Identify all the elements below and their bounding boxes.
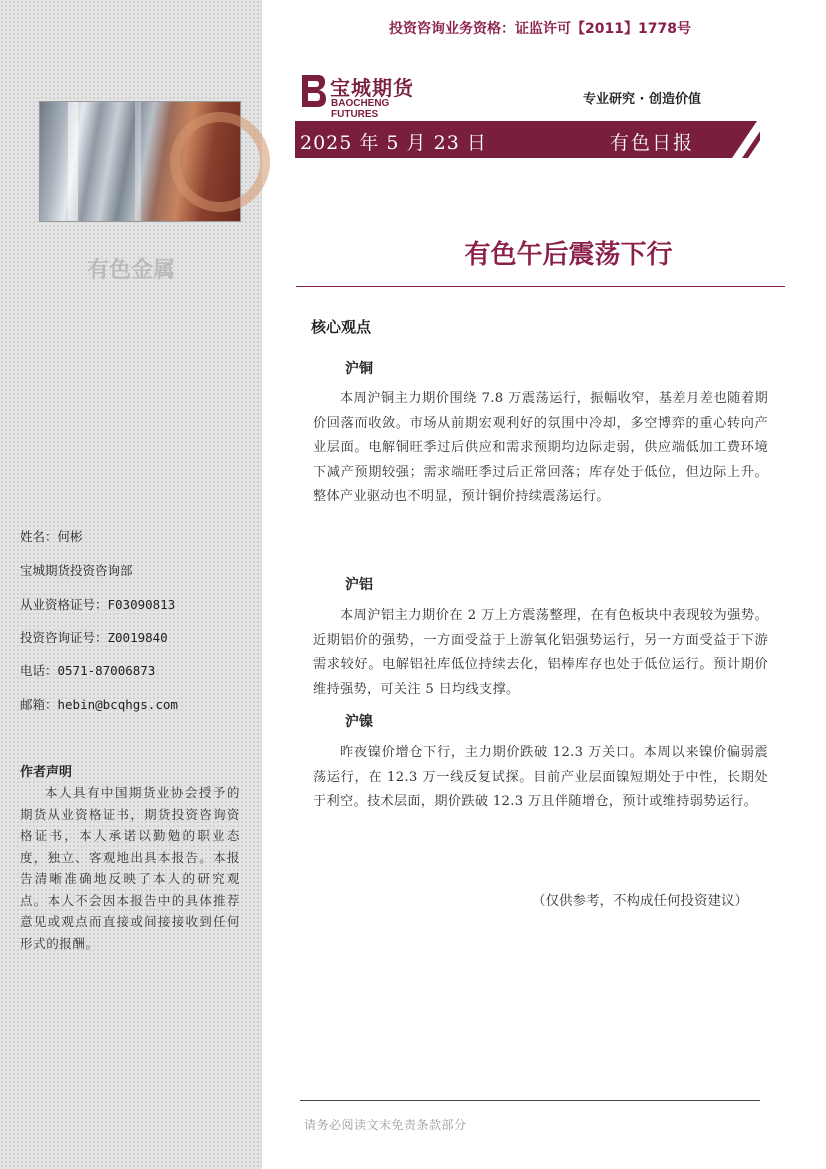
metal-paragraph-copper: 本周沪铜主力期价围绕 7.8 万震荡运行，振幅收窄，基差月差也随着期价回落而收敛。市场从前期宏观利好的氛围中冷却，多空博弈的重心转向产业层面。电解铜旺季过后供应和需求预期均边际走弱，供应端低加工费环境下减产预期较强；需求端旺季过后正常回落；库存处于低位，但边际上升。整体产业驱动也不明显，预计铜价持续震荡运行。 (313, 391, 768, 505)
analyst-phone: 电话：0571-87006873 (20, 663, 156, 678)
sidebar (0, 0, 262, 1169)
headline-divider (296, 286, 785, 287)
analyst-advisory-id: 投资咨询证号：Z0019840 (20, 630, 168, 645)
metal-photo (39, 101, 241, 222)
section-title: 核心观点 (311, 318, 372, 336)
sector-label: 有色金属 (86, 258, 175, 283)
logo-english-name: BAOCHENG FUTURES (331, 98, 390, 120)
photo-highlight (135, 102, 141, 221)
disclaimer: （仅供参考，不构成任何投资建议） (532, 893, 748, 909)
metal-paragraph-aluminum: 本周沪铝主力期价在 2 万上方震荡整理，在有色板块中表现较为强势。近期铝价的强势，一方面受益于上游氧化铝强势运行，另一方面受益于下游需求较好。电解铝社库低位持续去化，铝棒库存也处于低位运行。预计期价维持强势，可关注 5 日均线支撑。 (313, 608, 768, 697)
copper-coil-shape (170, 112, 270, 212)
logo-mark-icon (298, 72, 328, 110)
analyst-department: 宝城期货投资咨询部 (20, 563, 133, 578)
metal-title-nickel: 沪镍 (345, 714, 373, 730)
report-date: 2025 年 5 月 23 日 (300, 132, 487, 154)
license-line: 投资咨询业务资格：证监许可【2011】1778号 (389, 21, 691, 37)
analyst-name: 姓名：何彬 (20, 529, 83, 544)
metal-paragraph-nickel: 昨夜镍价增仓下行，主力期价跌破 12.3 万关口。本周以来镍价偏弱震荡运行，在 12.3 万一线反复试探。目前产业层面镍短期处于中性，长期处于利空。技术层面，期价跌破 12.3 万且伴随增仓，预计或维持弱势运行。 (313, 745, 768, 810)
footer-divider (300, 1100, 760, 1101)
metal-title-copper: 沪铜 (345, 361, 373, 377)
report-type: 有色日报 (610, 132, 695, 154)
footer-note: 请务必阅读文末免责条款部分 (304, 1118, 467, 1132)
declaration-title: 作者声明 (20, 765, 73, 780)
analyst-email: 邮箱：hebin@bcqhgs.com (20, 697, 178, 712)
company-logo (298, 72, 438, 120)
logo-chinese-name: 宝城期货 (330, 76, 414, 100)
metal-title-aluminum: 沪铝 (345, 577, 373, 593)
photo-highlight (68, 102, 78, 221)
report-headline: 有色午后震荡下行 (464, 240, 673, 270)
analyst-qualification: 从业资格证号：F03090813 (20, 597, 176, 612)
declaration-body: 本人具有中国期货业协会授予的期货从业资格证书，期货投资咨询资格证书，本人承诺以勤勉的职业态度，独立、客观地出具本报告。本报告清晰准确地反映了本人的研究观点。本人不会因本报告中的具体推荐意见或观点而直接或间接接收到任何形式的报酬。 (20, 785, 240, 951)
slogan: 专业研究 · 创造价值 (583, 92, 701, 107)
